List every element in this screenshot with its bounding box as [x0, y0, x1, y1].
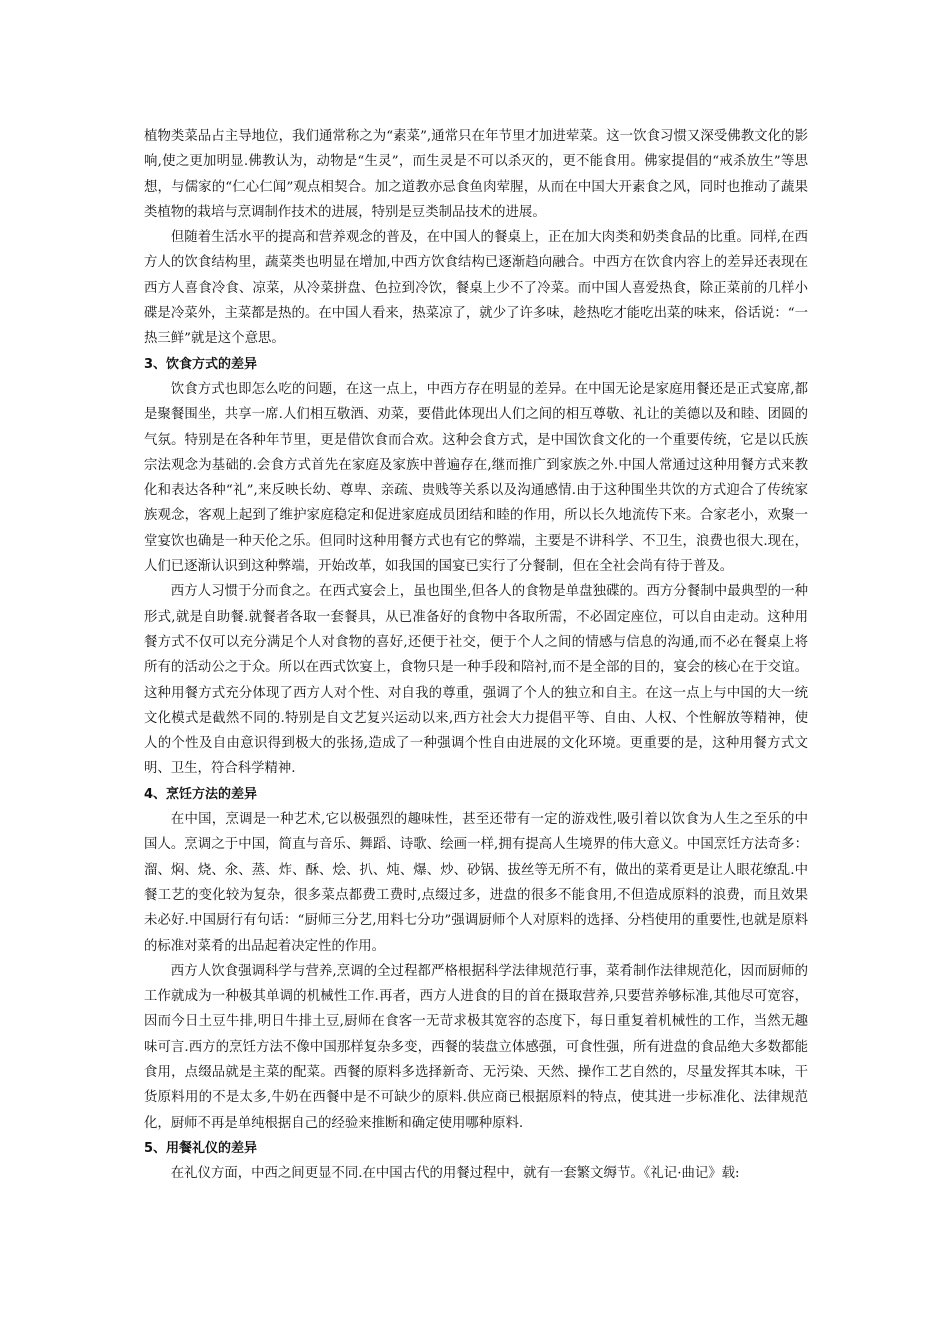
document-body — [144, 124, 808, 1186]
paragraph: 饮食方式也即怎么吃的问题，在这一点上，中西方存在明显的差异。在中国无论是家庭用餐还是正式宴席,都是聚餐围坐，共享一席.人们相互敬酒、劝菜，要借此体现出人们之间的相互尊敬、礼让的美德以及和睦、团圆的气氛。特别是在各种年节里，更是借饮食而合欢。这种会食方式，是中国饮食文化的一个重要传统，它是以氏族宗法观念为基础的.会食方式首先在家庭及家族中普遍存在,继而推广到家族之外.中国人常通过这种用餐方式来教化和表达各种“礼”,来反映长幼、尊卑、亲疏、贵贱等关系以及沟通感情.由于这种围坐共饮的方式迎合了传统家族观念，客观上起到了维护家庭稳定和促进家庭成员团结和睦的作用，所以长久地流传下来。合家老小，欢聚一堂宴饮也确是一种天伦之乐。但同时这种用餐方式也有它的弊端，主要是不讲科学、不卫生，浪费也很大.现在，人们已逐渐认识到这种弊端，开始改革，如我国的国宴已实行了分餐制，但在全社会尚有待于普及。 — [144, 381, 808, 575]
paragraph: 植物类菜品占主导地位，我们通常称之为“素菜”,通常只在年节里才加进荤菜。这一饮食习惯又深受佛教文化的影响,使之更加明显.佛教认为，动物是“生灵”，而生灵是不可以杀灭的，更不能食用。佛家提倡的“戒杀放生”等思想，与儒家的“仁心仁闻”观点相契合。加之道教亦忌食鱼肉荤腥，从而在中国大开素食之风，同时也推动了蔬果类植物的栽培与烹调制作技术的进展，特别是豆类制品技术的进展。 — [144, 129, 808, 220]
paragraph: 但随着生活水平的提高和营养观念的普及，在中国人的餐桌上，正在加大肉类和奶类食品的比重。同样,在西方人的饮食结构里，蔬菜类也明显在增加,中西方饮食结构已逐渐趋向融合。中西方在饮食内容上的差异还表现在西方人喜食冷食、凉菜，从冷菜拼盘、色拉到冷饮，餐桌上少不了冷菜。而中国人喜爱热食，除正菜前的几样小碟是冷菜外，主菜都是热的。在中国人看来，热菜凉了，就少了许多味，趁热吃才能吃出菜的味来，俗话说：“一热三鲜”就是这个意思。 — [144, 230, 808, 347]
paragraph: 在中国，烹调是一种艺术,它以极强烈的趣味性，甚至还带有一定的游戏性,吸引着以饮食为人生之至乐的中国人。烹调之于中国，简直与音乐、舞蹈、诗歌、绘画一样,拥有提高人生境界的伟大意义。中国烹饪方法奇多：溜、焖、烧、氽、蒸、炸、酥、烩、扒、炖、爆、炒、砂锅、拔丝等无所不有，做出的菜肴更是让人眼花缭乱.中餐工艺的变化较为复杂，很多菜点都费工费时,点缀过多，进盘的很多不能食用,不但造成原料的浪费，而且效果未必好.中国厨行有句话：“厨师三分艺,用料七分功”强调厨师个人对原料的选择、分档使用的重要性,也就是原料的标准对菜肴的出品起着决定性的作用。 — [144, 812, 808, 954]
section-heading: 4、烹饪方法的差异 — [144, 786, 258, 802]
paragraph: 在礼仪方面，中西之间更显不同.在中国古代的用餐过程中，就有一套繁文缛节。《礼记·曲记》载: — [170, 1166, 740, 1182]
paragraph: 西方人饮食强调科学与营养,烹调的全过程都严格根据科学法律规范行事，菜肴制作法律规范化，因而厨师的工作就成为一种极其单调的机械性工作.再者，西方人进食的目的首在摄取营养,只要营养够标准,其他尽可宽容，因而今日土豆牛排,明日牛排土豆,厨师在食客一无苛求极其宽容的态度下，每日重复着机械性的工作，当然无趣味可言.西方的烹饪方法不像中国那样复杂多变，西餐的装盘立体感强，可食性强，所有进盘的食品绝大多数都能食用，点缀品就是主菜的配菜。西餐的原料多选择新奇、无污染、天然、操作工艺自然的，尽量发挥其本味，干货原料用的不是太多,牛奶在西餐中是不可缺少的原料.供应商已根据原料的特点，使其进一步标准化、法律规范化，厨师不再是单纯根据自己的经验来推断和确定使用哪种原料. — [144, 963, 808, 1131]
section-heading: 3、饮食方式的差异 — [144, 356, 258, 372]
section-heading: 5、用餐礼仪的差异 — [144, 1140, 258, 1156]
paragraph: 西方人习惯于分而食之。在西式宴会上，虽也围坐,但各人的食物是单盘独碟的。西方分餐制中最典型的一种形式,就是自助餐.就餐者各取一套餐具，从已准备好的食物中各取所需，不必固定座位，可以自由走动。这种用餐方式不仅可以充分满足个人对食物的喜好,还便于社交，便于个人之间的情感与信息的沟通,而不必在餐桌上将所有的活动公之于众。所以在西式饮宴上，食物只是一种手段和陪衬,而不是全部的目的，宴会的核心在于交谊。这种用餐方式充分体现了西方人对个性、对自我的尊重，强调了个人的独立和自主。在这一点上与中国的大一统文化模式是截然不同的.特别是自文艺复兴运动以来,西方社会大力提倡平等、自由、人权、个性解放等精神，使人的个性及自由意识得到极大的张扬,造成了一种强调个性自由进展的文化环境。更重要的是，这种用餐方式文明、卫生，符合科学精神. — [144, 584, 808, 777]
